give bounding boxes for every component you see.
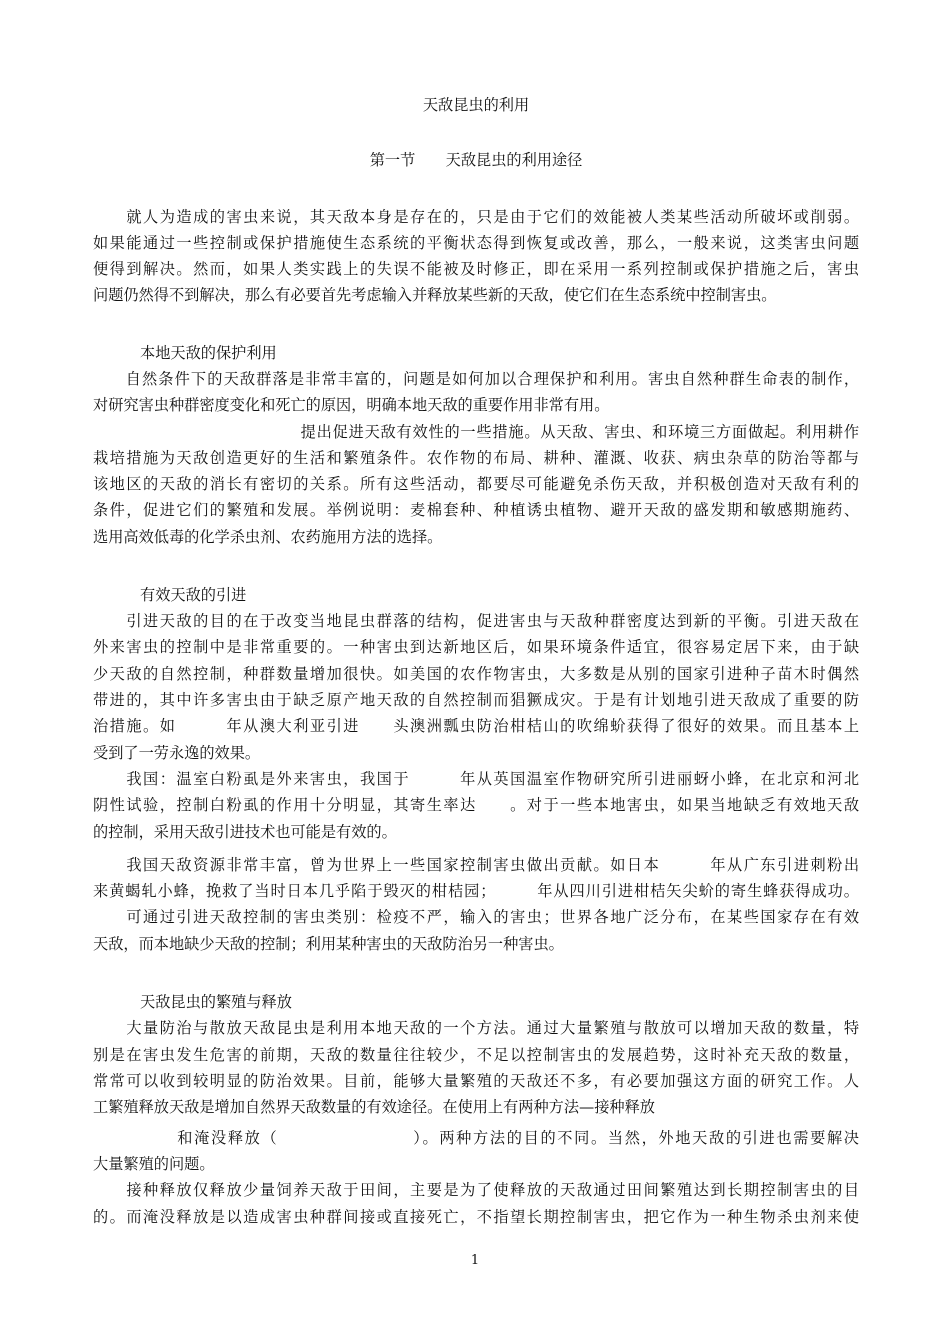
text-line: 带进的，其中许多害虫由于缺乏原产地天敌的自然控制而猖獗成灾。于是有计划地引进天敌成了重要的防 bbox=[93, 691, 859, 709]
text-line: 工繁殖释放天敌是增加自然界天敌数量的有效途径。在使用上有两种方法—接种释放 bbox=[93, 1098, 655, 1116]
text-line: 受到了一劳永逸的效果。 bbox=[93, 744, 261, 762]
text-line: 该地区的天敌的消长有密切的关系。所有这些活动，都要尽可能避免杀伤天敌，并积极创造对天敌有利的 bbox=[93, 475, 859, 493]
text-line: 我国天敌资源非常丰富，曾为世界上一些国家控制害虫做出贡献。如日本 年从广东引进刺粉出 bbox=[93, 856, 859, 874]
text-line: 栽培措施为天敌创造更好的生活和繁殖条件。农作物的布局、耕种、灌溉、收获、病虫杂草的防治等都与 bbox=[93, 449, 859, 467]
text-line: 我国：温室白粉虱是外来害虫，我国于 年从英国温室作物研究所引进丽蚜小蜂，在北京和河北 bbox=[93, 770, 859, 788]
text-line: 的控制，采用天敌引进技术也可能是有效的。 bbox=[93, 823, 397, 841]
text-line: 别是在害虫发生危害的前期，天敌的数量往往较少，不足以控制害虫的发展趋势，这时补充天敌的数量， bbox=[93, 1046, 859, 1064]
text-line: 对研究害虫种群密度变化和死亡的原因，明确本地天敌的重要作用非常有用。 bbox=[93, 396, 610, 414]
text-line: 外来害虫的控制中是非常重要的。一种害虫到达新地区后，如果环境条件适宜，很容易定居下来，由于缺 bbox=[93, 638, 859, 656]
text-line: 治措施。如 年从澳大利亚引进 头澳洲瓢虫防治柑桔山的吹绵蚧获得了很好的效果。而且基本上 bbox=[93, 717, 859, 735]
text-line: 来黄蝎轧小蜂，挽救了当时日本几乎陷于毁灭的柑桔园； 年从四川引进柑桔矢尖蚧的寄生蜂获得成功。 bbox=[93, 882, 859, 900]
text-line: 接种释放仅释放少量饲养天敌于田间，主要是为了使释放的天敌通过田间繁殖达到长期控制害虫的目 bbox=[93, 1181, 859, 1199]
text-line: 就人为造成的害虫来说，其天敌本身是存在的，只是由于它们的效能被人类某些活动所破坏或削弱。 bbox=[93, 208, 859, 226]
text-line: 问题仍然得不到解决，那么有必要首先考虑输入并释放某些新的天敌，使它们在生态系统中控制害虫。 bbox=[93, 286, 777, 304]
text-line: 的。而淹没释放是以造成害虫种群间接或直接死亡，不指望长期控制害虫，把它作为一种生物杀虫剂来使 bbox=[93, 1208, 859, 1226]
text-line: 少天敌的自然控制，种群数量增加很快。如美国的农作物害虫，大多数是从别的国家引进种子苗木时偶然 bbox=[93, 665, 859, 683]
text-line: 常常可以收到较明显的防治效果。目前，能够大量繁殖的天敌还不多，有必要加强这方面的研究工作。人 bbox=[93, 1072, 859, 1090]
text-line: 引进天敌的目的在于改变当地昆虫群落的结构，促进害虫与天敌种群密度达到新的平衡。引进天敌在 bbox=[93, 612, 859, 630]
subsection-heading: 有效天敌的引进 bbox=[140, 586, 247, 604]
text-line: 便得到解决。然而，如果人类实践上的失误不能被及时修正，即在采用一系列控制或保护措施之后，害虫 bbox=[93, 260, 859, 278]
section-heading: 第一节 天敌昆虫的利用途径 bbox=[369, 151, 583, 169]
text-line: 天敌，而本地缺少天敌的控制；利用某种害虫的天敌防治另一种害虫。 bbox=[93, 935, 564, 953]
text-line: 和淹没释放（ ）。两种方法的目的不同。当然，外地天敌的引进也需要解决 bbox=[93, 1129, 859, 1147]
text-line: 如果能通过一些控制或保护措施使生态系统的平衡状态得到恢复或改善，那么，一般来说，这类害虫问题 bbox=[93, 234, 859, 252]
text-line: 可通过引进天敌控制的害虫类别：检疫不严，输入的害虫；世界各地广泛分布，在某些国家存在有效 bbox=[93, 908, 859, 926]
text-line: 提出促进天敌有效性的一些措施。从天敌、害虫、和环境三方面做起。利用耕作 bbox=[93, 423, 859, 441]
text-line: 大量防治与散放天敌昆虫是利用本地天敌的一个方法。通过大量繁殖与散放可以增加天敌的数量，特 bbox=[93, 1019, 859, 1037]
text-line: 阴性试验，控制白粉虱的作用十分明显，其寄生率达 。对于一些本地害虫，如果当地缺乏有效地天敌 bbox=[93, 796, 859, 814]
subsection-heading: 本地天敌的保护利用 bbox=[140, 344, 277, 362]
text-line: 条件，促进它们的繁殖和发展。举例说明：麦棉套种、种植诱虫植物、避开天敌的盛发期和敏感期施药、 bbox=[93, 501, 859, 519]
text-line: 自然条件下的天敌群落是非常丰富的，问题是如何加以合理保护和利用。害虫自然种群生命表的制作， bbox=[93, 370, 859, 388]
document-title: 天敌昆虫的利用 bbox=[422, 96, 530, 114]
page-number: 1 bbox=[470, 1253, 480, 1268]
subsection-heading: 天敌昆虫的繁殖与释放 bbox=[140, 993, 292, 1011]
text-line: 大量繁殖的问题。 bbox=[93, 1155, 215, 1173]
text-line: 选用高效低毒的化学杀虫剂、农药施用方法的选择。 bbox=[93, 528, 443, 546]
